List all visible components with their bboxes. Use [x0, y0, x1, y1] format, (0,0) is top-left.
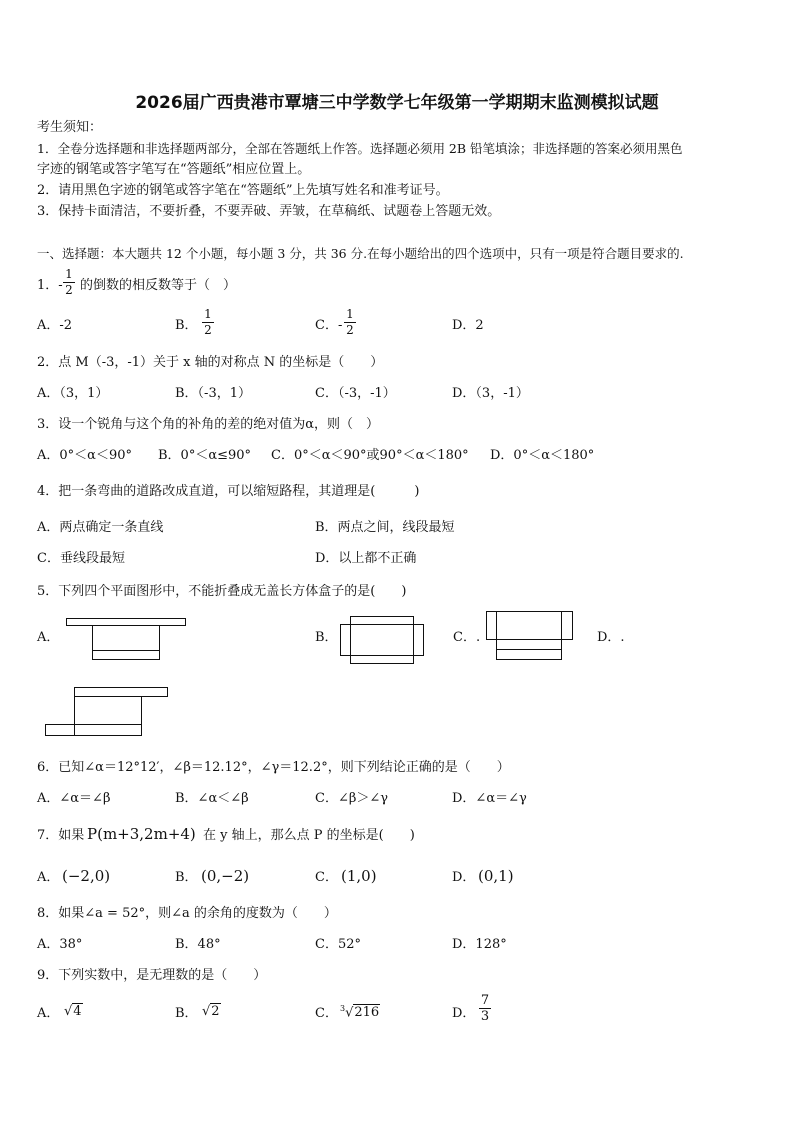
- notice-line-3: 3．保持卡面清洁，不要折叠，不要弄破、弄皱，在草稿纸、试题卷上答题无效。: [37, 204, 501, 219]
- q8-option-a: A．38°: [37, 937, 83, 952]
- q9-option-c-radicand: 216: [354, 1005, 380, 1021]
- page-title: 2026届广西贵港市覃塘三中学数学七年级第一学期期末监测模拟试题: [135, 93, 659, 113]
- q3-option-a: A．0°＜α＜90°: [37, 448, 132, 463]
- q9-d-den: 3: [480, 1009, 490, 1024]
- q7-option-b-label: B．: [175, 870, 198, 885]
- q7-option-d-label: D．: [452, 870, 476, 885]
- q9-option-c-label: C．: [315, 1006, 338, 1021]
- q6-option-d: D．∠α＝∠γ: [452, 791, 527, 806]
- q4-option-a: A．两点确定一条直线: [37, 520, 164, 535]
- q8-option-d: D．128°: [452, 937, 507, 952]
- q9-d-num: 7: [480, 993, 490, 1008]
- notice-heading: 考生须知：: [37, 120, 103, 135]
- q9-option-c-cbrt: $^3$√216: [340, 1004, 380, 1021]
- q4-option-b: B．两点之间，线段最短: [315, 520, 455, 535]
- q1-option-d: D．2: [452, 318, 484, 333]
- q9-option-a-radicand: 4: [73, 1004, 82, 1019]
- q2-text: 2．点 M（-3，-1）关于 x 轴的对称点 N 的坐标是（ ）: [37, 355, 384, 370]
- q7-pre: 7．如果: [37, 828, 85, 843]
- q1-c-num: 1: [346, 307, 354, 321]
- q7-option-c-label: C．: [315, 870, 338, 885]
- q8-option-c: C．52°: [315, 937, 361, 952]
- notice-line-2: 2．请用黑色字迹的钢笔或答字笔在“答题纸”上先填写姓名和准考证号。: [37, 183, 449, 198]
- q2-option-c: C．（-3，-1）: [315, 386, 396, 401]
- q5-option-b: B．: [315, 630, 338, 645]
- q7-option-a: (−2,0): [62, 867, 111, 885]
- q1-option-b-label: B．: [175, 318, 198, 333]
- q2-option-d: D．（3，-1）: [452, 386, 529, 401]
- q1-option-b-fraction: [202, 308, 214, 337]
- q1-fraction: [63, 268, 75, 297]
- q7-option-b: (0,−2): [201, 867, 250, 885]
- q1-frac-den: 2: [65, 283, 73, 297]
- q6-option-c: C．∠β＞∠γ: [315, 791, 389, 806]
- notice-line-1: 1．全卷分选择题和非选择题两部分，全部在答题纸上作答。选择题必须用 2B 铅笔填涂；非选择题的答案必须用黑色: [37, 141, 683, 156]
- q3-option-c: C．0°＜α＜90°或90°＜α＜180°: [271, 448, 469, 463]
- q8-option-b: B．48°: [175, 937, 221, 952]
- q2-option-a: A．（3，1）: [37, 386, 109, 401]
- q6-option-a: A．∠α＝∠β: [37, 791, 111, 806]
- section-heading: 一、选择题：本大题共 12 个小题，每小题 3 分，共 36 分.在每小题给出的四个选项中，只有一项是符合题目要求的.: [37, 246, 684, 261]
- q1-option-a: A．-2: [37, 318, 73, 333]
- q9-option-b-sqrt: √2: [202, 1004, 220, 1019]
- q9-option-a-label: A．: [37, 1006, 60, 1021]
- q6-text: 6．已知∠α＝12°12′，∠β＝12.12°，∠γ＝12.2°，则下列结论正确的是（ ）: [37, 760, 510, 775]
- q7-option-c: (1,0): [341, 867, 377, 885]
- q1-b-num: 1: [204, 307, 212, 321]
- q9-text: 9．下列实数中，是无理数的是（ ）: [37, 968, 267, 983]
- q5-option-d: D．.: [597, 630, 625, 645]
- q5-text: 5．下列四个平面图形中，不能折叠成无盖长方体盒子的是( ): [37, 584, 407, 599]
- q2-option-b: B．（-3，1）: [175, 386, 251, 401]
- q4-option-c: C．垂线段最短: [37, 551, 125, 566]
- q9-option-d-label: D．: [452, 1006, 476, 1021]
- q3-option-d: D．0°＜α＜180°: [490, 448, 595, 463]
- q1-text: 的倒数的相反数等于（ ）: [80, 278, 237, 293]
- q3-option-b: B．0°＜α≤90°: [158, 448, 252, 463]
- q1-frac-num: 1: [65, 267, 73, 281]
- q5-option-c: C．.: [453, 630, 481, 645]
- q1-option-c-fraction: [344, 308, 356, 337]
- q4-text: 4．把一条弯曲的道路改成直道，可以缩短路程，其道理是( ): [37, 484, 420, 499]
- q7-expression: P(m+3,2m+4): [87, 825, 196, 843]
- q1-option-c-label: C．-: [315, 318, 343, 333]
- q9-option-b-label: B．: [175, 1006, 198, 1021]
- q1-number: 1．-: [37, 278, 63, 293]
- q9-option-d-fraction: [479, 994, 491, 1023]
- notice-line-1b: 字迹的钢笔或答字笔写在“答题纸”相应位置上。: [37, 162, 311, 177]
- q1-c-den: 2: [346, 323, 354, 337]
- q9-option-a-sqrt: √4: [64, 1004, 82, 1019]
- q4-option-d: D．以上都不正确: [315, 551, 417, 566]
- q8-text: 8．如果∠a = 52°，则∠a 的余角的度数为（ ）: [37, 906, 337, 921]
- q3-text: 3．设一个锐角与这个角的补角的差的绝对值为α，则（ ）: [37, 417, 380, 432]
- q7-option-a-label: A．: [37, 870, 60, 885]
- q9-option-c-index: 3: [340, 1004, 346, 1013]
- q1-b-den: 2: [204, 323, 212, 337]
- q5-option-a: A．: [37, 630, 60, 645]
- q7-post: 在 y 轴上，那么点 P 的坐标是( ): [203, 828, 415, 843]
- q7-option-d: (0,1): [478, 867, 514, 885]
- q9-option-b-radicand: 2: [211, 1004, 220, 1019]
- q6-option-b: B．∠α＜∠β: [175, 791, 249, 806]
